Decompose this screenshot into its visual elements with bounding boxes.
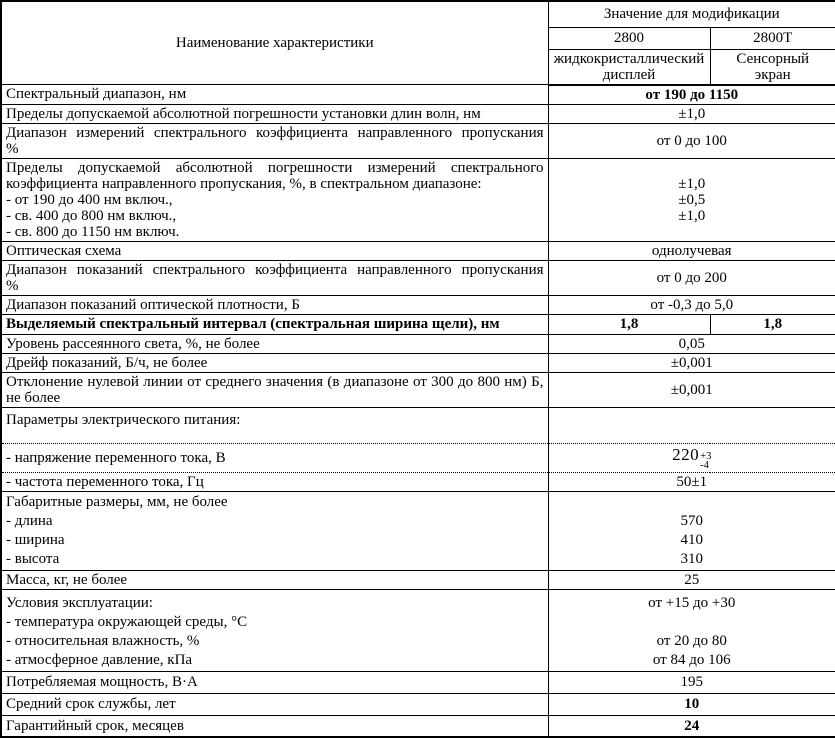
characteristic-name-cell — [1, 491, 548, 570]
value-line: ±0,001 — [670, 381, 713, 398]
characteristic-name-line: Диапазон показаний оптической плотности, Б — [6, 296, 300, 313]
characteristic-name-cell — [1, 589, 548, 671]
characteristic-name-line: - относительная влажность, % — [6, 632, 200, 649]
header-row-group — [1, 1, 835, 27]
value-cell — [548, 158, 835, 241]
characteristic-name-line: Параметры электрического питания: — [6, 411, 241, 428]
header-cell-display-touch — [710, 49, 835, 85]
display-type-line: дисплей — [602, 66, 656, 83]
table-row — [1, 241, 835, 260]
characteristic-name-cell — [1, 472, 548, 491]
display-type-line: Сенсорный — [736, 50, 810, 67]
header-cell-value-group: Значение для модификации — [548, 1, 835, 27]
characteristic-name-line: - св. 800 до 1150 нм включ. — [6, 223, 180, 240]
characteristic-name-line: Уровень рассеянного света, %, не более — [6, 335, 260, 352]
value-line: от 84 до 106 — [652, 651, 731, 668]
value-line: 310 — [680, 550, 703, 567]
table-row — [1, 407, 835, 443]
table-row — [1, 570, 835, 589]
characteristic-name-line: Оптическая схема — [6, 242, 122, 259]
table-row — [1, 693, 835, 715]
value-cell — [548, 472, 835, 491]
value-line: от 0 до 200 — [656, 269, 727, 286]
characteristic-name-cell — [1, 260, 548, 295]
voltage-formula-sup: +3 — [700, 450, 712, 462]
characteristic-name-line: - частота переменного тока, Гц — [6, 473, 204, 490]
characteristic-name-line: - температура окружающей среды, °С — [6, 613, 248, 630]
value-cell: 1,8 — [710, 314, 835, 334]
value-line — [553, 493, 832, 512]
characteristic-name-cell — [1, 353, 548, 372]
voltage-formula-base: 220 — [672, 444, 700, 464]
value-line: от +15 до +30 — [648, 594, 736, 611]
table-row — [1, 314, 835, 334]
header-cell-display-lcd — [548, 49, 710, 85]
characteristic-name-line: Условия эксплуатации: — [6, 594, 153, 611]
characteristic-name-cell — [1, 158, 548, 241]
value-cell — [548, 123, 835, 158]
value-cell — [548, 715, 835, 737]
characteristic-name-line: Дрейф показаний, Б/ч, не более — [6, 354, 208, 371]
characteristic-name-line: Диапазон измерений спектрального коэффициента направленного пропускания — [6, 124, 544, 141]
value-line: 50±1 — [676, 473, 708, 490]
characteristic-name-line: Отклонение нулевой линии от среднего значения (в диапазоне от 300 до 800 нм) Б, не более — [6, 373, 544, 406]
table-row — [1, 158, 835, 241]
value-line: от 190 до 1150 — [645, 86, 739, 103]
value-line: 10 — [684, 696, 700, 712]
characteristic-name-line: - от 190 до 400 нм включ., — [6, 191, 173, 208]
table-row — [1, 372, 835, 407]
value-line: 24 — [684, 717, 700, 734]
value-cell — [548, 443, 835, 472]
value-cell — [548, 407, 835, 443]
characteristic-name-line: Выделяемый спектральный интервал (спектральная ширина щели), нм — [6, 316, 500, 332]
value-line: однолучевая — [651, 242, 732, 259]
value-cell — [548, 671, 835, 693]
characteristic-name-cell — [1, 407, 548, 443]
value-cell — [548, 353, 835, 372]
value-line: 195 — [680, 674, 703, 690]
specs-table-body — [1, 85, 835, 738]
table-row — [1, 295, 835, 314]
value-cell — [548, 570, 835, 589]
value-cell — [548, 241, 835, 260]
voltage-formula-tolerance — [700, 452, 711, 471]
characteristic-name-line: Средний срок службы, лет — [6, 696, 176, 712]
table-row — [1, 491, 835, 570]
table-row — [1, 715, 835, 737]
value-cell — [548, 372, 835, 407]
characteristic-name-line: Потребляемая мощность, В·А — [6, 674, 198, 690]
characteristic-name-line: - напряжение переменного тока, В — [6, 449, 226, 466]
characteristic-name-cell — [1, 443, 548, 472]
value-line: 0,05 — [678, 335, 705, 352]
value-cell: 1,8 — [548, 314, 710, 334]
characteristic-name-line: % — [6, 140, 19, 157]
value-line: 410 — [680, 531, 703, 548]
characteristic-name-cell — [1, 85, 548, 105]
value-cell — [548, 85, 835, 105]
table-row — [1, 123, 835, 158]
value-line: 570 — [680, 512, 703, 529]
value-line: ±1,0 — [678, 175, 706, 192]
display-type-line: экран — [754, 66, 791, 83]
value-cell — [548, 104, 835, 123]
characteristic-name-cell — [1, 104, 548, 123]
characteristic-name-line: Гарантийный срок, месяцев — [6, 717, 184, 734]
header-cell-model-2800: 2800 — [548, 27, 710, 49]
value-line: от 20 до 80 — [656, 632, 727, 649]
table-row — [1, 443, 835, 472]
characteristic-name-line: Масса, кг, не более — [6, 571, 128, 588]
value-cell — [548, 589, 835, 671]
table-row — [1, 334, 835, 353]
characteristic-name-line: - длина — [6, 512, 53, 529]
value-line: от 0 до 100 — [656, 132, 727, 149]
table-row — [1, 85, 835, 105]
characteristic-name-cell — [1, 241, 548, 260]
table-row — [1, 353, 835, 372]
characteristic-name-line: - высота — [6, 550, 60, 567]
table-row — [1, 589, 835, 671]
characteristic-name-cell — [1, 372, 548, 407]
characteristic-name-cell — [1, 334, 548, 353]
header-cell-model-2800t: 2800Т — [710, 27, 835, 49]
characteristic-name-line: % — [6, 277, 19, 294]
value-line: ±1,0 — [678, 105, 706, 122]
value-line: ±0,5 — [678, 191, 706, 208]
specs-table-header — [1, 1, 835, 85]
value-cell — [548, 260, 835, 295]
table-row — [1, 671, 835, 693]
table-row — [1, 472, 835, 491]
characteristic-name-line: - св. 400 до 800 нм включ., — [6, 207, 177, 224]
characteristic-name-cell — [1, 671, 548, 693]
value-line: от -0,3 до 5,0 — [650, 296, 734, 313]
characteristic-name-cell — [1, 693, 548, 715]
characteristic-name-cell — [1, 123, 548, 158]
characteristic-name-cell — [1, 570, 548, 589]
characteristic-name-line: Спектральный диапазон, нм — [6, 86, 187, 103]
table-row — [1, 104, 835, 123]
value-line: ±0,001 — [670, 354, 713, 371]
characteristic-name-cell — [1, 314, 548, 334]
value-line — [553, 412, 832, 428]
header-cell-characteristic-name: Наименование характеристики — [1, 1, 548, 85]
characteristic-name-line: Пределы допускаемой абсолютной погрешности установки длин волн, нм — [6, 105, 481, 122]
value-line — [553, 613, 832, 632]
characteristic-name-line: Диапазон показаний спектрального коэффициента направленного пропускания — [6, 261, 544, 278]
characteristic-name-line: Габаритные размеры, мм, не более — [6, 493, 228, 510]
characteristic-name-line: - атмосферное давление, кПа — [6, 651, 193, 668]
characteristic-name-line: - ширина — [6, 531, 65, 548]
value-cell — [548, 334, 835, 353]
value-cell — [548, 693, 835, 715]
characteristic-name-cell — [1, 715, 548, 737]
value-cell — [548, 295, 835, 314]
characteristic-name-cell — [1, 295, 548, 314]
value-cell — [548, 491, 835, 570]
display-type-line: жидкокристаллический — [553, 50, 705, 67]
value-line: ±1,0 — [678, 207, 706, 224]
voltage-formula-sub: -4 — [700, 460, 709, 471]
value-line: 25 — [684, 571, 700, 588]
characteristic-name-line: Пределы допускаемой абсолютной погрешности измерений спектрального коэффициента направленного пропускания, %, в спектральном диапазоне: — [6, 159, 544, 192]
table-row — [1, 260, 835, 295]
